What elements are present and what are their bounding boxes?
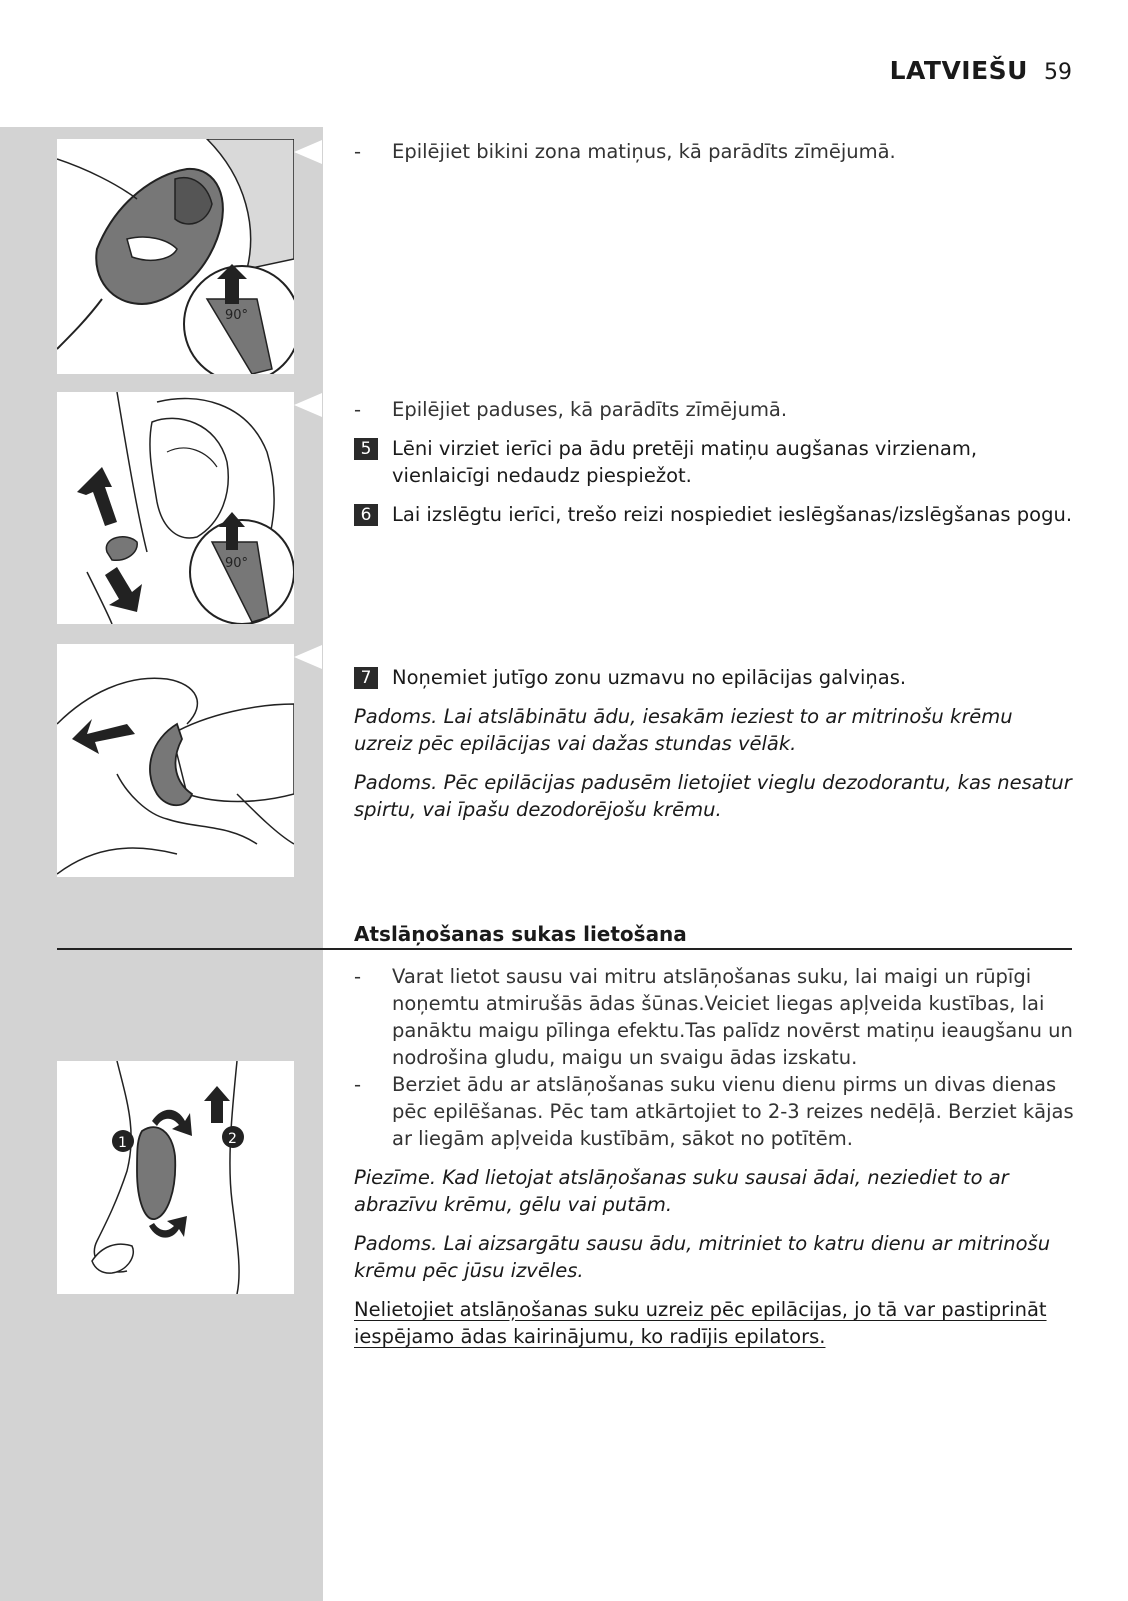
figure-notch-2	[294, 393, 322, 417]
tip-moisturize: Padoms. Lai atslābinātu ādu, iesakām ieziest to ar mitrinošu krēmu uzreiz pēc epilācijas vai dažas stundas vēlāk.	[354, 705, 1013, 755]
bullet-bikini: - Epilējiet bikini zona matiņus, kā parādīts zīmējumā.	[354, 138, 1074, 165]
figure-exfoliation-brush	[57, 1061, 294, 1294]
warning-after-epilation: Nelietojiet atslāņošanas suku uzreiz pēc epilācijas, jo tā var pastiprināt iespējamo ādas kairinājumu, ko radījis epilators.	[354, 1298, 1047, 1348]
figure-underarm-epilation	[57, 392, 294, 624]
page-number: 59	[1044, 60, 1072, 85]
marker-1: 1	[118, 1135, 127, 1151]
section-title-exfoliation: Atslāņošanas sukas lietošana	[354, 922, 687, 946]
block-bikini	[354, 138, 1074, 165]
tip-dry-skin: Padoms. Lai aizsargātu sausu ādu, mitriniet to katru dienu ar mitrinošu krēmu pēc jūsu izvēles.	[354, 1232, 1051, 1282]
bullet-exfoliation-1: - Varat lietot sausu vai mitru atslāņošanas suku, lai maigi un rūpīgi noņemtu atmirušās ādas šūnas.Veiciet liegas apļveida kustības, lai panāktu maigu pīlinga efektu.Tas palīdz novērst matiņu ieaugšanu un nodrošina gludu, maigu un svaigu ādas izskatu.	[354, 963, 1074, 1071]
section-rule	[57, 948, 1072, 950]
step-number-6: 6	[354, 504, 378, 526]
step-6	[354, 501, 1074, 528]
step-5	[354, 435, 1074, 489]
marker-2: 2	[228, 1131, 237, 1147]
step-number-5: 5	[354, 438, 378, 460]
block-exfoliation	[354, 963, 1074, 1350]
tip-deodorant: Padoms. Pēc epilācijas padusēm lietojiet vieglu dezodorantu, kas nesatur spirtu, vai īpašu dezodorējošu krēmu.	[354, 771, 1072, 821]
step-text-6: Lai izslēgtu ierīci, trešo reizi nospiediet ieslēgšanas/izslēgšanas pogu.	[392, 503, 1073, 526]
block-cap-removal	[354, 664, 1074, 823]
language-label: LATVIEŠU	[889, 56, 1028, 85]
figure-bikini-epilation	[57, 139, 294, 374]
step-7	[354, 664, 1074, 691]
step-text-5: Lēni virziet ierīci pa ādu pretēji matiņu augšanas virzienam, vienlaicīgi nedaudz piespiežot.	[392, 437, 978, 487]
angle-label-1: 90°	[225, 308, 249, 323]
bullet-exfoliation-2: - Berziet ādu ar atslāņošanas suku vienu dienu pirms un divas dienas pēc epilēšanas. Pēc tam atkārtojiet to 2-3 reizes nedēļā. Berziet kājas ar liegām apļveida kustībām, sākot no potītēm.	[354, 1071, 1074, 1152]
step-number-7: 7	[354, 667, 378, 689]
figure-notch-3	[294, 645, 322, 669]
figure-notch-1	[294, 140, 322, 164]
note-dry-skin: Piezīme. Kad lietojat atslāņošanas suku sausai ādai, neziediet to ar abrazīvu krēmu, gēlu vai putām.	[354, 1166, 1009, 1216]
figure-remove-cap	[57, 644, 294, 877]
page-header	[890, 56, 1072, 85]
step-text-7: Noņemiet jutīgo zonu uzmavu no epilācijas galviņas.	[392, 666, 907, 689]
angle-label-2: 90°	[225, 556, 249, 571]
block-underarm	[354, 396, 1074, 528]
bullet-underarm: - Epilējiet paduses, kā parādīts zīmējumā.	[354, 396, 1074, 423]
